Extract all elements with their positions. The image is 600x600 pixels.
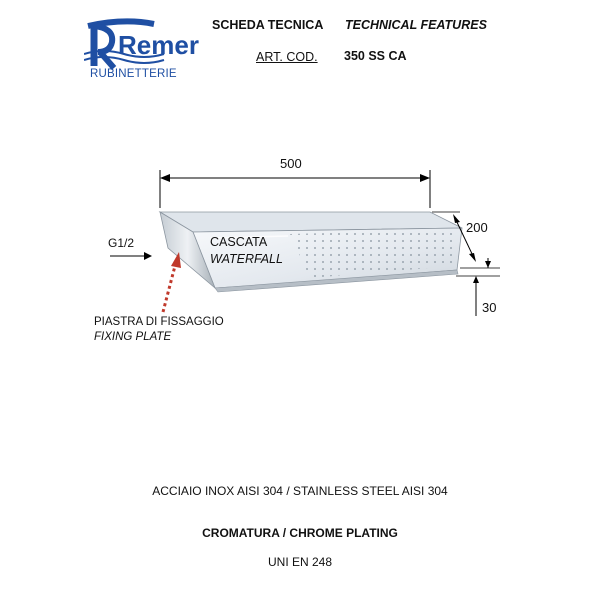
cascade-label-en: WATERFALL xyxy=(210,252,283,266)
art-cod-label: ART. COD. xyxy=(256,50,318,64)
shower-head-body xyxy=(160,212,462,292)
brand-name: Remer xyxy=(118,30,199,60)
standard-spec: UNI EN 248 xyxy=(267,555,333,569)
art-code-value: 350 SS CA xyxy=(344,49,407,63)
scheda-tecnica-label: SCHEDA TECNICA xyxy=(212,18,324,32)
material-spec: ACCIAIO INOX AISI 304 / STAINLESS STEEL AISI 304 xyxy=(152,484,448,498)
width-value: 200 xyxy=(466,220,488,235)
inlet-arrow xyxy=(110,252,152,260)
thickness-value: 30 xyxy=(482,300,497,315)
connection-label: G1/2 xyxy=(108,236,135,250)
fixing-plate-label-en: FIXING PLATE xyxy=(94,331,172,343)
length-dimension xyxy=(160,170,430,208)
finish-spec: CROMATURA / CHROME PLATING xyxy=(202,526,398,540)
cascade-label-it: CASCATA xyxy=(210,235,268,249)
technical-features-label: TECHNICAL FEATURES xyxy=(345,18,487,32)
length-value: 500 xyxy=(280,156,302,171)
brand-subtitle: RUBINETTERIE xyxy=(90,68,177,80)
fixing-plate-label-it: PIASTRA DI FISSAGGIO xyxy=(94,316,224,328)
fixing-plate-arrow xyxy=(163,252,181,312)
